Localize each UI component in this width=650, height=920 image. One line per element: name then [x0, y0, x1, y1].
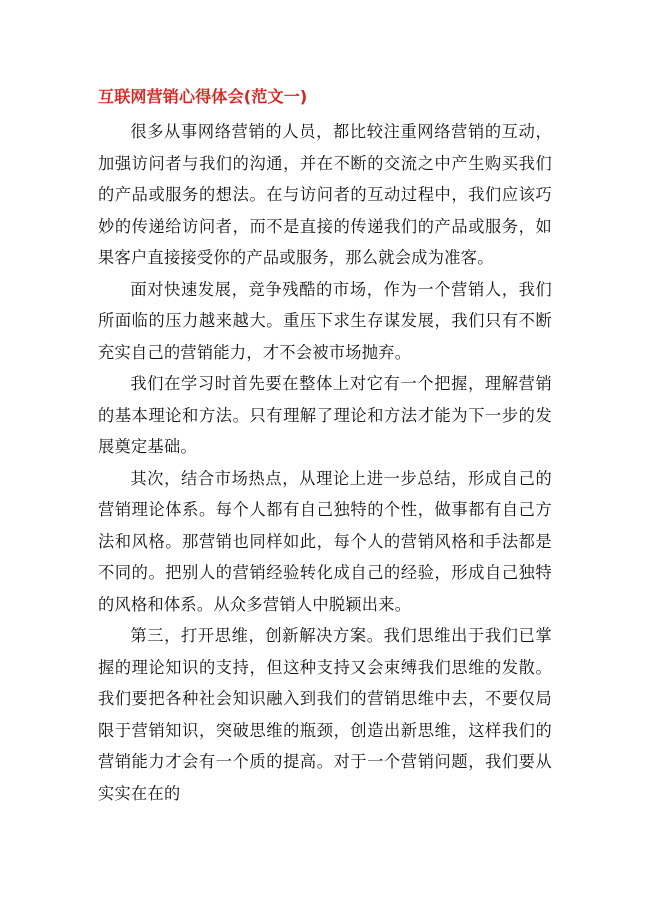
document-body — [98, 84, 552, 809]
paragraph-2: 面对快速发展，竞争残酷的市场，作为一个营销人，我们所面临的压力越来越大。重压下求生存谋发展，我们只有不断充实自己的营销能力，才不会被市场抛弃。 — [98, 279, 552, 362]
paragraph-3: 我们在学习时首先要在整体上对它有一个把握，理解营销的基本理论和方法。只有理解了理论和方法才能为下一步的发展奠定基础。 — [98, 374, 552, 456]
document-title: 互联网营销心得体会(范文一) — [98, 87, 308, 106]
paragraph-5: 第三，打开思维，创新解决方案。我们思维出于我们已掌握的理论知识的支持，但这种支持又会束缚我们思维的发散。我们要把各种社会知识融入到我们的营销思维中去，不要仅局限于营销知识，突破思维的瓶颈，创造出新思维，这样我们的营销能力才会有一个质的提高。对于一个营销问题，我们要从实实在在的 — [98, 626, 552, 803]
paragraph-4: 其次，结合市场热点，从理论上进一步总结，形成自己的营销理论体系。每个人都有自己独特的个性，做事都有自己方法和风格。那营销也同样如此，每个人的营销风格和手法都是不同的。把别人的营销经验转化成自己的经验，形成自己独特的风格和体系。从众多营销人中脱颖出来。 — [98, 468, 552, 614]
paragraph-1: 很多从事网络营销的人员，都比较注重网络营销的互动，加强访问者与我们的沟通，并在不断的交流之中产生购买我们的产品或服务的想法。在与访问者的互动过程中，我们应该巧妙的传递给访问者，而不是直接的传递我们的产品或服务，如果客户直接接受你的产品或服务，那么就会成为准客。 — [98, 122, 552, 267]
